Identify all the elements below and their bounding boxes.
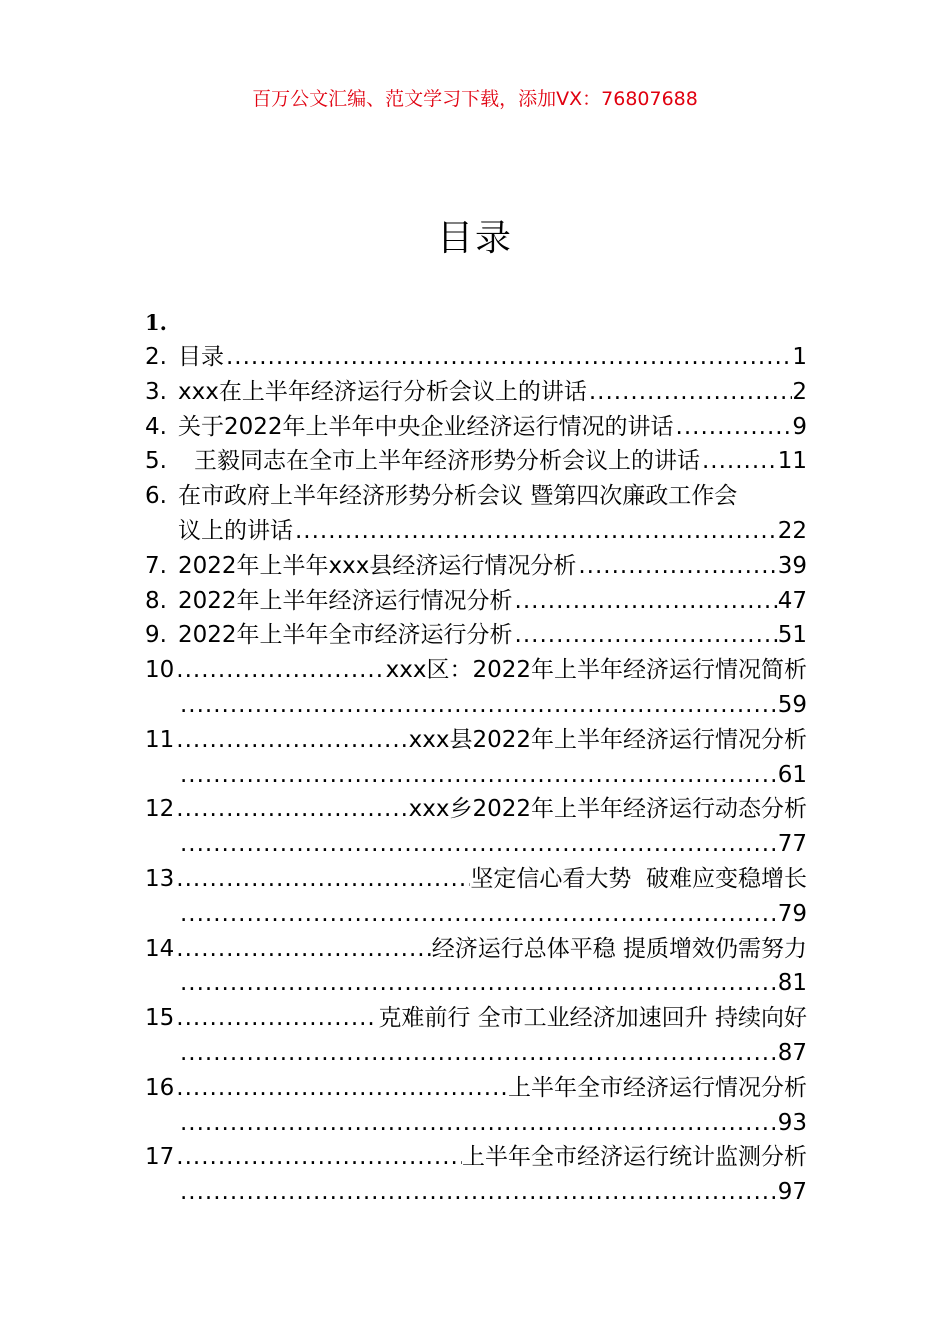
- toc-entry-page: 9: [792, 413, 807, 440]
- toc-entry-page: 87: [777, 1039, 807, 1066]
- toc-entry-title: 王毅同志在全市上半年经济形势分析会议上的讲话: [194, 448, 700, 475]
- toc-entry-title: 关于2022年上半年中央企业经济运行情况的讲话: [178, 413, 674, 440]
- toc-entry-title: 上半年全市经济运行情况分析: [508, 1074, 807, 1101]
- toc-entry-title: xxx县2022年上半年经济运行情况分析: [408, 726, 807, 753]
- toc-leader-dots: [174, 792, 408, 827]
- toc-leader-dots: [700, 444, 778, 479]
- toc-entry-title: xxx乡2022年上半年经济运行动态分析: [408, 796, 807, 823]
- toc-entry-continuation[interactable]: [145, 758, 807, 793]
- toc-entry-page: 93: [777, 1109, 807, 1136]
- toc-entry-number: 8.: [145, 587, 167, 614]
- toc-entry-title: 2022年上半年全市经济运行分析: [178, 622, 513, 649]
- toc-leader-dots: [178, 688, 778, 723]
- toc-entry[interactable]: [145, 584, 807, 619]
- toc-leader-dots: [513, 618, 778, 653]
- toc-entry-page: 61: [777, 761, 807, 788]
- toc-leader-dots: [576, 549, 777, 584]
- toc-entry-title: 2022年上半年xxx县经济运行情况分析: [178, 552, 577, 579]
- toc-entry-number: 3.: [145, 378, 167, 405]
- toc-entry-number: 14: [145, 935, 175, 962]
- toc-entry-continuation[interactable]: [145, 1106, 807, 1141]
- toc-leader-dots: [178, 827, 778, 862]
- toc-entry-page: 22: [777, 517, 807, 544]
- toc-entry-page: 81: [777, 970, 807, 997]
- toc-entry-1-marker: 1.: [145, 310, 167, 335]
- toc-leader-dots: [174, 862, 470, 897]
- toc-entry-number: 6.: [145, 483, 167, 510]
- toc-entry-title: 议上的讲话: [178, 517, 293, 544]
- toc-entry[interactable]: [145, 1071, 807, 1106]
- toc-entry-title: 2022年上半年经济运行情况分析: [178, 587, 513, 614]
- toc-entry[interactable]: [145, 792, 807, 827]
- toc-entry-page: 39: [777, 552, 807, 579]
- toc-entry-title: 经济运行总体平稳 提质增效仍需努力: [431, 935, 807, 962]
- toc-entry-number: 4.: [145, 413, 167, 440]
- toc-entry[interactable]: [145, 1001, 807, 1036]
- toc-leader-dots: [178, 1106, 778, 1141]
- toc-leader-dots: [174, 1071, 508, 1106]
- toc-entry-title: 在市政府上半年经济形势分析会议 暨第四次廉政工作会: [178, 483, 738, 510]
- toc-entry[interactable]: [145, 932, 807, 967]
- toc-entry-number: 16: [145, 1074, 175, 1101]
- toc-entry-number: 9.: [145, 622, 167, 649]
- toc-entry[interactable]: [145, 444, 807, 479]
- toc-entry[interactable]: [145, 410, 807, 445]
- toc-leader-dots: [293, 514, 778, 549]
- toc-entry-number: 13: [145, 865, 175, 892]
- toc-entry-number: 5.: [145, 448, 167, 475]
- toc-entry-title: 上半年全市经济运行统计监测分析: [462, 1144, 807, 1171]
- toc-entry[interactable]: [145, 340, 807, 375]
- toc-entry-continuation[interactable]: [145, 1036, 807, 1071]
- toc-entry-continuation[interactable]: [145, 897, 807, 932]
- toc-entry-number: 17: [145, 1144, 175, 1171]
- toc-leader-dots: [174, 653, 385, 688]
- toc-entry-continuation[interactable]: [145, 827, 807, 862]
- toc-leader-dots: [513, 584, 778, 619]
- toc-entry-title: 坚定信心看大势 破难应变稳增长: [470, 865, 807, 892]
- toc-leader-dots: [178, 758, 778, 793]
- toc-entry-page: 79: [777, 900, 807, 927]
- toc-entry[interactable]: [145, 862, 807, 897]
- toc-entry-page: 2: [792, 378, 807, 405]
- toc-leader-dots: [178, 897, 778, 932]
- toc-entry-page: 77: [777, 831, 807, 858]
- toc-entry[interactable]: [145, 653, 807, 688]
- toc-leader-dots: [674, 410, 793, 445]
- toc-entry-page: 97: [777, 1179, 807, 1206]
- toc-leader-dots: [174, 1140, 462, 1175]
- toc-leader-dots: [174, 723, 408, 758]
- toc-entry-page: 51: [777, 622, 807, 649]
- toc-entry-title: xxx区：2022年上半年经济运行情况简析: [385, 657, 807, 684]
- toc-entry-page: 11: [777, 448, 807, 475]
- toc-entry[interactable]: [145, 549, 807, 584]
- page-title: 目录: [436, 218, 513, 259]
- toc-entry-title: 目录: [178, 344, 224, 370]
- toc-entry-number: 12: [145, 796, 175, 823]
- toc-leader-dots: [178, 966, 778, 1001]
- table-of-contents: [145, 306, 807, 1210]
- toc-leader-dots: [178, 1036, 778, 1071]
- toc-entry[interactable]: [145, 723, 807, 758]
- toc-entry[interactable]: [145, 1140, 807, 1175]
- header-watermark-note: 百万公文汇编、范文学习下载，添加VX：76807688: [252, 88, 698, 110]
- toc-entry-page: 1: [792, 344, 807, 370]
- toc-leader-dots: [174, 1001, 378, 1036]
- toc-leader-dots: [174, 932, 431, 967]
- toc-entry[interactable]: [145, 618, 807, 653]
- toc-entry-continuation[interactable]: [145, 1175, 807, 1210]
- toc-entry-number: 7.: [145, 552, 167, 579]
- toc-entry-number: 11: [145, 726, 175, 753]
- toc-entry[interactable]: [145, 375, 807, 410]
- toc-entry-page: 47: [777, 587, 807, 614]
- toc-entry[interactable]: [145, 479, 807, 514]
- toc-entry-page: 59: [777, 691, 807, 718]
- toc-leader-dots: [587, 375, 793, 410]
- toc-leader-dots: [224, 340, 792, 375]
- toc-entry-title: xxx在上半年经济运行分析会议上的讲话: [178, 378, 587, 405]
- toc-entry-number: 10: [145, 657, 175, 684]
- toc-entry-title: 克难前行 全市工业经济加速回升 持续向好: [378, 1005, 807, 1032]
- toc-entry-number: 15: [145, 1005, 175, 1032]
- toc-entry-number: 2.: [145, 344, 167, 370]
- toc-entry-continuation[interactable]: [145, 688, 807, 723]
- toc-entry-continuation[interactable]: [145, 966, 807, 1001]
- toc-entry-continuation[interactable]: [145, 514, 807, 549]
- toc-leader-dots: [178, 1175, 778, 1210]
